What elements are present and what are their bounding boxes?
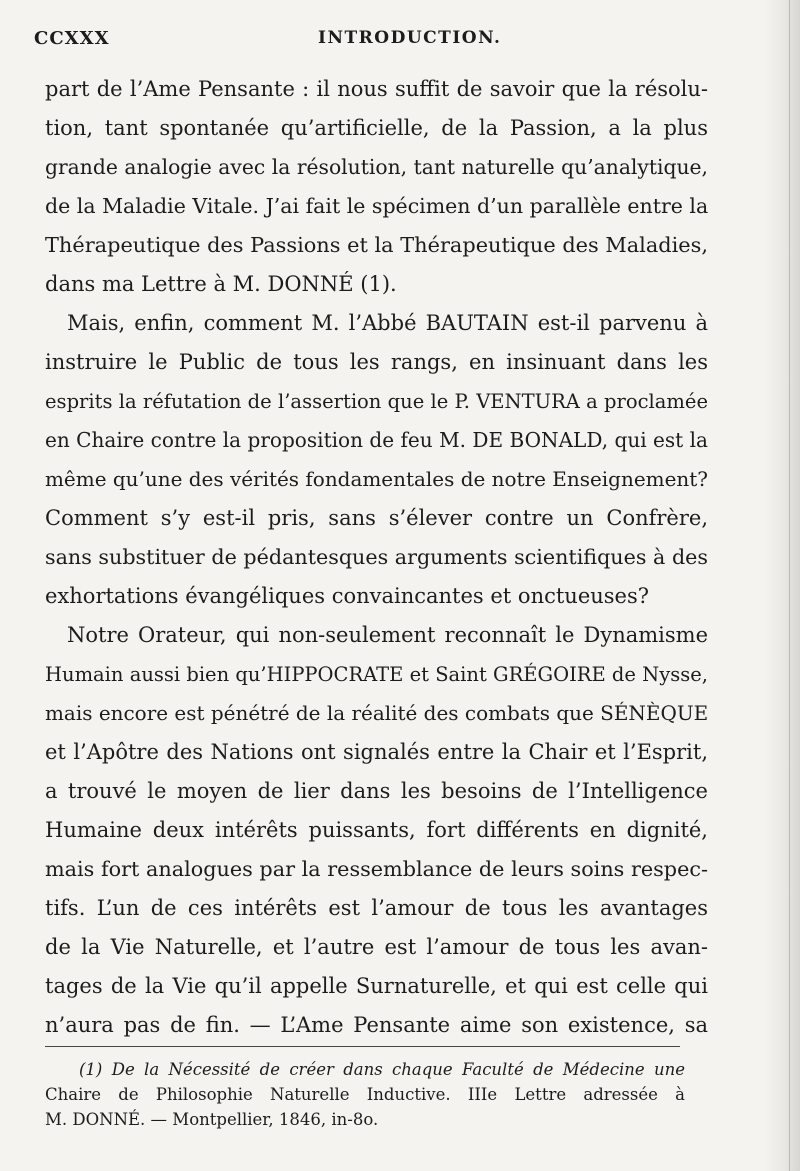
text-line: instruire le Public de tous les rangs, en insinuant dans les [45, 350, 708, 374]
text-line: Thérapeutique des Passions et la Thérapeutique des Maladies, [45, 233, 708, 257]
text-line: esprits la réfutation de l’assertion que le P. VENTURA a proclamée [45, 390, 708, 413]
page-number: CCXXX [34, 28, 110, 49]
text-line: de la Vie Naturelle, et l’autre est l’amour de tous les avan- [45, 935, 708, 959]
text-line: mais encore est pénétré de la réalité des combats que SÉNÈQUE [45, 701, 709, 725]
text-line: grande analogie avec la résolution, tant naturelle qu’analytique, [45, 155, 708, 179]
text-line: Humain aussi bien qu’HIPPOCRATE et Saint GRÉGOIRE de Nysse, [45, 663, 708, 686]
text-line: de la Maladie Vitale. J’ai fait le spécimen d’un parallèle entre la [45, 194, 709, 218]
text-line: mais fort analogues par la ressemblance de leurs soins respec- [45, 857, 708, 881]
text-line: n’aura pas de fin. — L’Ame Pensante aime son existence, sa [45, 1013, 708, 1037]
text-line: en Chaire contre la proposition de feu M. DE BONALD, qui est la [45, 428, 708, 452]
running-header [34, 28, 764, 58]
text-line: même qu’une des vérités fondamentales de notre Enseignement? [45, 467, 708, 491]
text-line: Comment s’y est-il pris, sans s’élever contre un Confrère, [45, 506, 708, 530]
footnote-line: M. DONNÉ. — Montpellier, 1846, in-8o. [45, 1110, 379, 1129]
footnote [45, 1057, 685, 1132]
footnote-line: (1) De la Nécessité de créer dans chaque Faculté de Médecine une [79, 1060, 685, 1079]
text-line: tion, tant spontanée qu’artificielle, de la Passion, a la plus [45, 116, 708, 140]
footnote-rule [45, 1046, 680, 1047]
text-line: a trouvé le moyen de lier dans les besoins de l’Intelligence [45, 779, 708, 803]
text-line: Humaine deux intérêts puissants, fort différents en dignité, [45, 818, 708, 842]
text-line: dans ma Lettre à M. DONNÉ (1). [45, 272, 397, 296]
text-line: part de l’Ame Pensante : il nous suffit de savoir que la résolu- [45, 77, 708, 101]
main-text [45, 70, 708, 1045]
text-line: exhortations évangéliques convaincantes et onctueuses? [45, 584, 650, 608]
text-line: Notre Orateur, qui non-seulement reconnaît le Dynamisme [67, 623, 708, 647]
running-title: INTRODUCTION. [318, 28, 502, 48]
text-line: et l’Apôtre des Nations ont signalés entre la Chair et l’Esprit, [45, 740, 708, 764]
page-edge-shadow [764, 0, 800, 1171]
text-line: Mais, enfin, comment M. l’Abbé BAUTAIN est-il parvenu à [67, 311, 708, 335]
footnote-line: Chaire de Philosophie Naturelle Inductive. IIIe Lettre adressée à [45, 1085, 685, 1104]
text-line: tages de la Vie qu’il appelle Surnaturelle, et qui est celle qui [45, 974, 708, 998]
text-line: sans substituer de pédantesques arguments scientifiques à des [45, 545, 708, 569]
page-gutter-line [789, 0, 790, 1171]
text-line: tifs. L’un de ces intérêts est l’amour de tous les avantages [45, 896, 708, 920]
